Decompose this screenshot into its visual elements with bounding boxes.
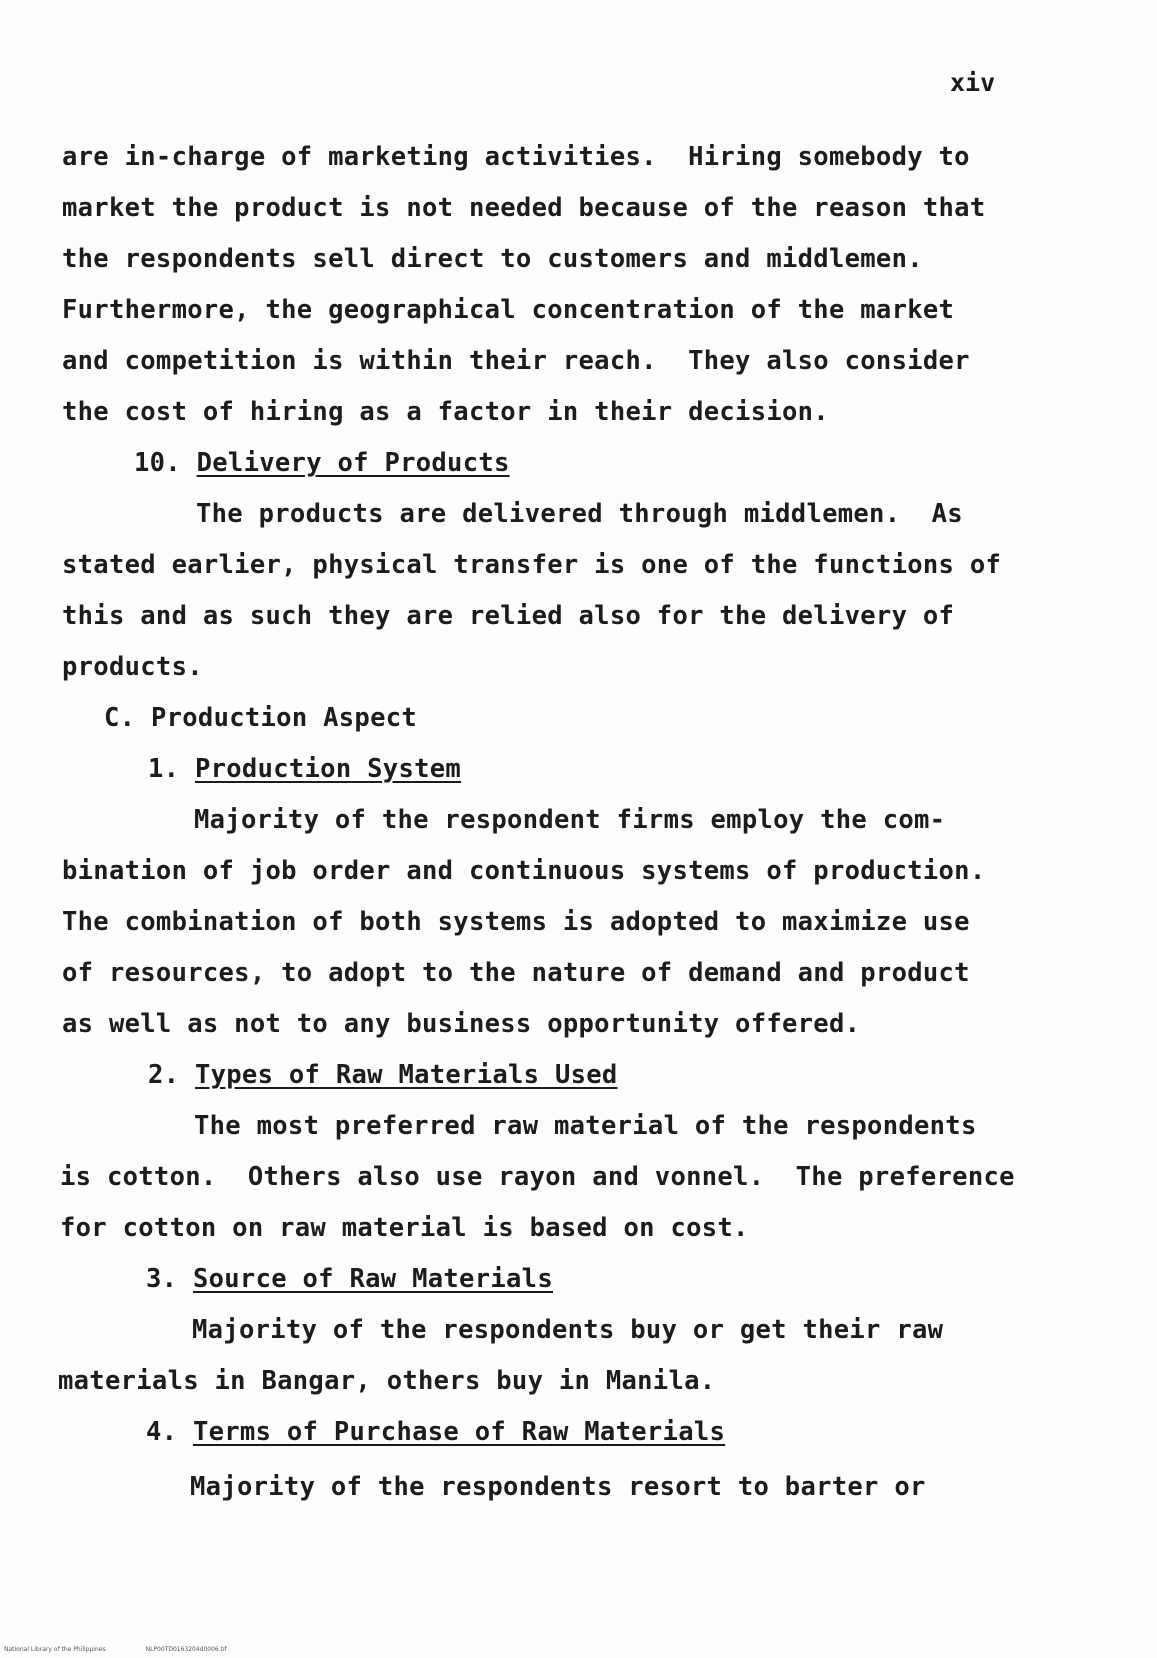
page-number: xiv [950,68,996,97]
paragraph-line: products. [62,652,203,682]
section-title: Terms of Purchase of Raw Materials [192,1417,726,1447]
section-heading-delivery [134,448,510,478]
section-heading-production-aspect: C. Production Aspect [104,703,418,733]
paragraph-line: for cotton on raw material is based on cost. [60,1213,749,1243]
section-heading-purchase-terms [146,1417,725,1447]
paragraph-line: Furthermore, the geographical concentration of the market [62,295,955,325]
paragraph-line: market the product is not needed because of the reason that [62,193,986,223]
section-title: Types of Raw Materials Used [194,1060,618,1090]
section-heading-raw-materials-source [146,1264,553,1294]
paragraph-line: and competition is within their reach. They also consider [62,346,970,376]
paragraph-line: stated earlier, physical transfer is one of the functions of [62,550,1002,580]
section-title: Production System [194,754,462,784]
paragraph-line: The most preferred raw material of the respondents [194,1111,977,1141]
paragraph-line: the cost of hiring as a factor in their decision. [62,397,829,427]
section-heading-raw-materials-types [148,1060,618,1090]
section-number: 1. [148,754,180,784]
section-number: 10. [134,448,181,478]
section-number: 3. [146,1264,178,1294]
paragraph-line: Majority of the respondents buy or get their raw [192,1315,944,1345]
paragraph-line: is cotton. Others also use rayon and vonnel. The preference [60,1162,1015,1192]
footer-file-id: NLP00TD0163204d0006.tif [145,1646,227,1653]
paragraph-line: Majority of the respondent firms employ the com- [194,805,946,835]
section-title: Source of Raw Materials [192,1264,553,1294]
section-number: 2. [148,1060,180,1090]
scan-footer [4,1646,267,1653]
paragraph-line: this and as such they are relied also for the delivery of [62,601,955,631]
footer-library: National Library of the Philippines [4,1646,106,1653]
section-title: Delivery of Products [196,448,510,478]
paragraph-line: as well as not to any business opportunity offered. [62,1009,861,1039]
paragraph-line: Majority of the respondents resort to barter or [190,1472,926,1502]
paragraph-line: The products are delivered through middlemen. As [196,499,963,529]
paragraph-line: of resources, to adopt to the nature of demand and product [62,958,970,988]
paragraph-line: are in-charge of marketing activities. Hiring somebody to [62,142,970,172]
paragraph-line: bination of job order and continuous systems of production. [62,856,986,886]
paragraph-line: the respondents sell direct to customers and middlemen. [62,244,923,274]
section-number: 4. [146,1417,178,1447]
paragraph-line: The combination of both systems is adopted to maximize use [62,907,970,937]
section-heading-production-system [148,754,461,784]
paragraph-line: materials in Bangar, others buy in Manila. [58,1366,716,1396]
